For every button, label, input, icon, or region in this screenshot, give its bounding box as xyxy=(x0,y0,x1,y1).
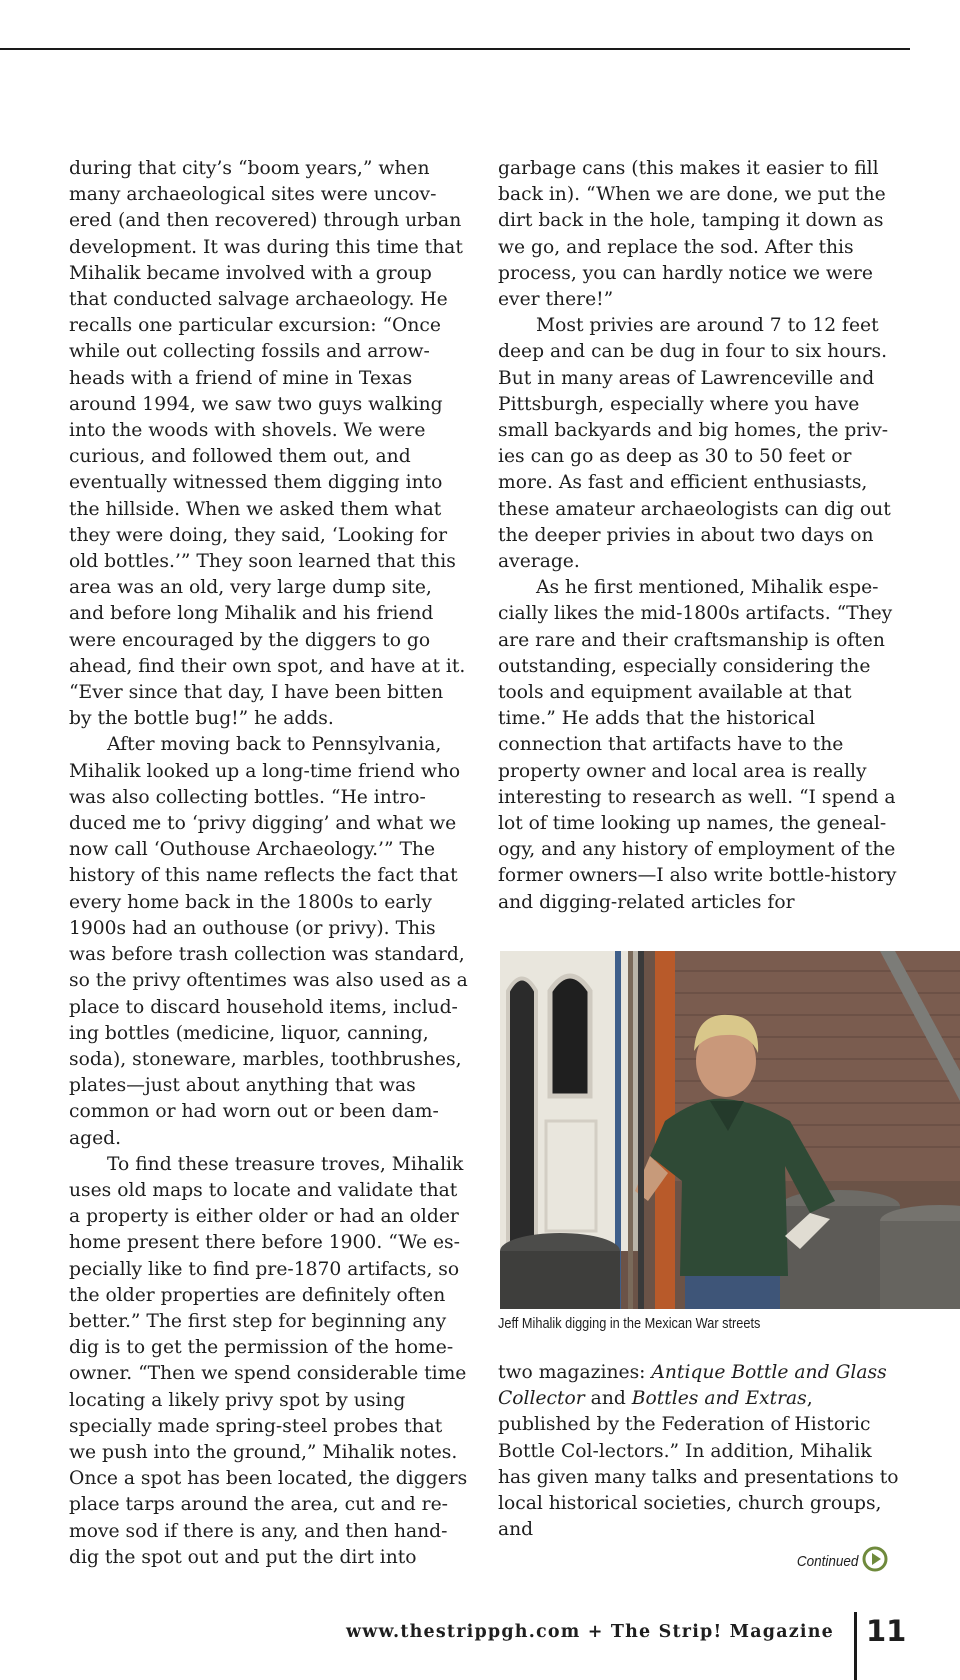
header-rule xyxy=(0,48,910,50)
page-footer xyxy=(0,1612,960,1680)
footer-divider xyxy=(854,1612,857,1680)
play-arrow-circle-icon xyxy=(862,1546,888,1577)
paragraph: After moving back to Pennsylvania, Mihalik looked up a long-time friend who was also collecting bottles. “He intro-duced me to ‘privy digging’ and what we now call ‘Outhouse Archaeology.’” The history of this name reflects the fact that every home back in the 1800s to early 1900s had an outhouse (or privy). This was before trash collection was standard, so the privy oftentimes was also used as a place to discard household items, includ-ing bottles (medicine, liquor, canning, soda), stoneware, marbles, toothbrushes, plates—just about anything that was common or had worn out or been dam-aged. xyxy=(69,734,468,1149)
paragraph: during that city’s “boom years,” when many archaeological sites were uncov-ered (and then recovered) through urban development. It was during this time that Mihalik became involved with a group that conducted salvage archaeology. He recalls one particular excursion: “Once while out collecting fossils and arrow-heads with a friend of mine in Texas around 1994, we saw two guys walking into the woods with shovels. We were curious, and followed them out, and eventually witnessed them digging into the hillside. When we asked them what they were doing, they said, ‘Looking for old bottles.’” They soon learned that this area was an old, very large dump site, and before long Mihalik and his friend were encouraged by the diggers to go ahead, find their own spot, and have at it. “Ever since that day, I have been bitten by the bottle bug!” he adds. xyxy=(69,158,466,730)
article-photo xyxy=(500,951,960,1309)
continued-label: Continued xyxy=(796,1553,859,1570)
man-with-probe-illustration xyxy=(500,951,960,1309)
paragraph: To find these treasure troves, Mihalik uses old maps to locate and validate that a property is either older or had an older home present there before 1900. “We es-pecially like to find pre-1870 artifacts, so the older properties are definitely often better.” The first step for beginning any dig is to get the permission of the home-owner. “Then we spend considerable time locating a likely privy spot by using specially made spring-steel probes that we push into the ground,” Mihalik notes. Once a spot has been located, the diggers place tarps around the area, cut and re-move sod if there is any, and then hand-dig the spot out and put the dirt into xyxy=(69,1153,468,1568)
continued-link[interactable] xyxy=(790,1546,888,1577)
article-column-right-bottom xyxy=(498,1360,900,1543)
text-run: and xyxy=(584,1388,632,1410)
magazine-title: Bottles and Extras xyxy=(631,1388,807,1410)
page-number: 11 xyxy=(866,1614,907,1648)
photo-caption: Jeff Mihalik digging in the Mexican War streets xyxy=(498,1316,761,1332)
paragraph xyxy=(498,1360,900,1543)
paragraph: Most privies are around 7 to 12 feet deep and can be dug in four to six hours. But in many areas of Lawrenceville and Pittsburgh, especially where you have small backyards and big homes, the priv-ies can go as deep as 30 to 50 feet or more. As fast and efficient enthusiasts, these amateur archaeologists can dig out the deeper privies in about two days on average. xyxy=(498,315,891,573)
article-column-left xyxy=(69,156,471,1571)
article-column-right-top xyxy=(498,156,900,916)
paragraph: garbage cans (this makes it easier to fill back in). “When we are done, we put the dirt back in the hole, tamping it down as we go, and replace the sod. After this process, you can hardly notice we were ever there!” xyxy=(498,158,886,311)
paragraph: As he first mentioned, Mihalik espe-cially likes the mid-1800s artifacts. “They are rare and their craftsmanship is often outstanding, especially considering the tools and equipment available at that time.” He adds that the historical connection that artifacts have to the property owner and local area is really interesting to research as well. “I spend a lot of time looking up names, the geneal-ogy, and any history of employment of the former owners—I also write bottle-history and digging-related articles for xyxy=(498,577,897,913)
text-run: , published by the Federation of Historic Bottle Col-lectors.” In addition, Mihalik has given many talks and presentations to local historical societies, church groups, and xyxy=(498,1388,899,1541)
text-run: two magazines: xyxy=(498,1362,652,1383)
magazine-title: Antique Bottle and Glass Collector xyxy=(498,1362,887,1410)
footer-site-text: www.thestrippgh.com + The Strip! Magazine xyxy=(346,1622,834,1642)
